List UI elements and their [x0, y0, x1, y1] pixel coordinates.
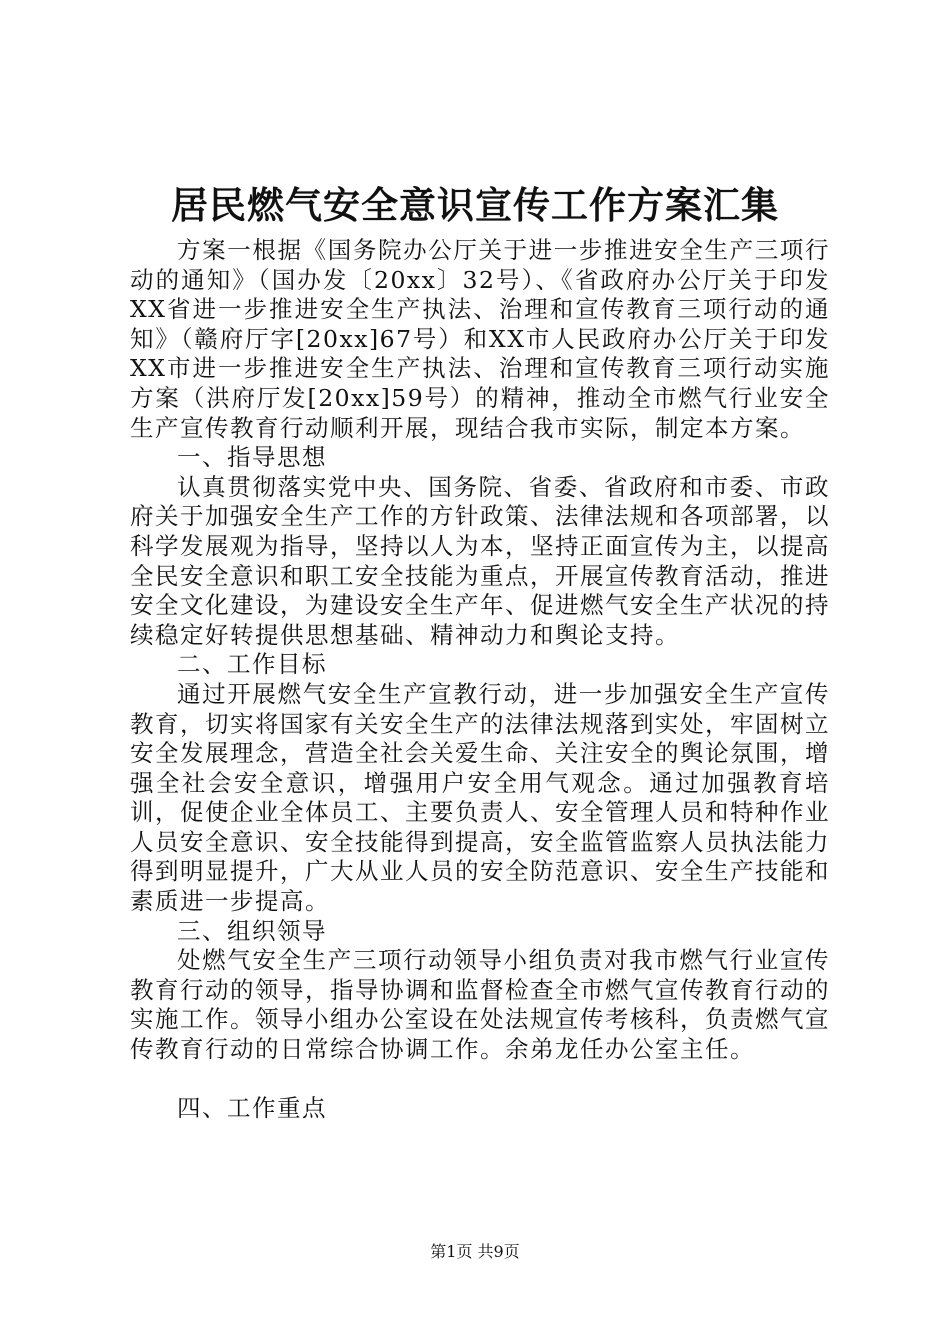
intro-paragraph: 方案一根据《国务院办公厅关于进一步推进安全生产三项行动的通知》（国办发〔20xx〕32号）、《省政府办公厅关于印发XX省进一步推进安全生产执法、治理和宣传教育三项行动的通知》（赣府厅字[20xx]67号）和XX市人民政府办公厅关于印发XX市进一步推进安全生产执法、治理和宣传教育三项行动实施方案（洪府厅发[20xx]59号）的精神，推动全市燃气行业安全生产宣传教育行动顺利开展，现结合我市实际，制定本方案。 — [130, 236, 830, 442]
work-goals-paragraph: 通过开展燃气安全生产宣教行动，进一步加强安全生产宣传教育，切实将国家有关安全生产的法律法规落到实处，牢固树立安全发展理念，营造全社会关爱生命、关注安全的舆论氛围，增强全社会安全意识，增强用户安全用气观念。通过加强教育培训，促使企业全体员工、主要负责人、安全管理人员和特种作业人员安全意识、安全技能得到提高，安全监管监察人员执法能力得到明显提升，广大从业人员的安全防范意识、安全生产技能和素质进一步提高。 — [130, 679, 830, 916]
document-body — [130, 236, 830, 1124]
document-title: 居民燃气安全意识宣传工作方案汇集 — [171, 183, 779, 227]
organization-paragraph: 处燃气安全生产三项行动领导小组负责对我市燃气行业宣传教育行动的领导，指导协调和监督检查全市燃气宣传教育行动的实施工作。领导小组办公室设在处法规宣传考核科，负责燃气宣传教育行动的日常综合协调工作。余弟龙任办公室主任。 — [130, 946, 830, 1064]
section-heading-work-goals: 二、工作目标 — [177, 650, 327, 679]
section-heading-organization: 三、组织领导 — [177, 916, 327, 945]
page-number-footer: 第1页 共9页 — [430, 1242, 520, 1261]
guiding-ideology-paragraph: 认真贯彻落实党中央、国务院、省委、省政府和市委、市政府关于加强安全生产工作的方针政策、法律法规和各项部署，以科学发展观为指导，坚持以人为本，坚持正面宣传为主，以提高全民安全意识和职工安全技能为重点，开展宣传教育活动，推进安全文化建设，为建设安全生产年、促进燃气安全生产状况的持续稳定好转提供思想基础、精神动力和舆论支持。 — [130, 472, 830, 649]
section-heading-work-focus: 四、工作重点 — [177, 1094, 327, 1123]
section-heading-guiding-ideology: 一、指导思想 — [177, 443, 327, 472]
